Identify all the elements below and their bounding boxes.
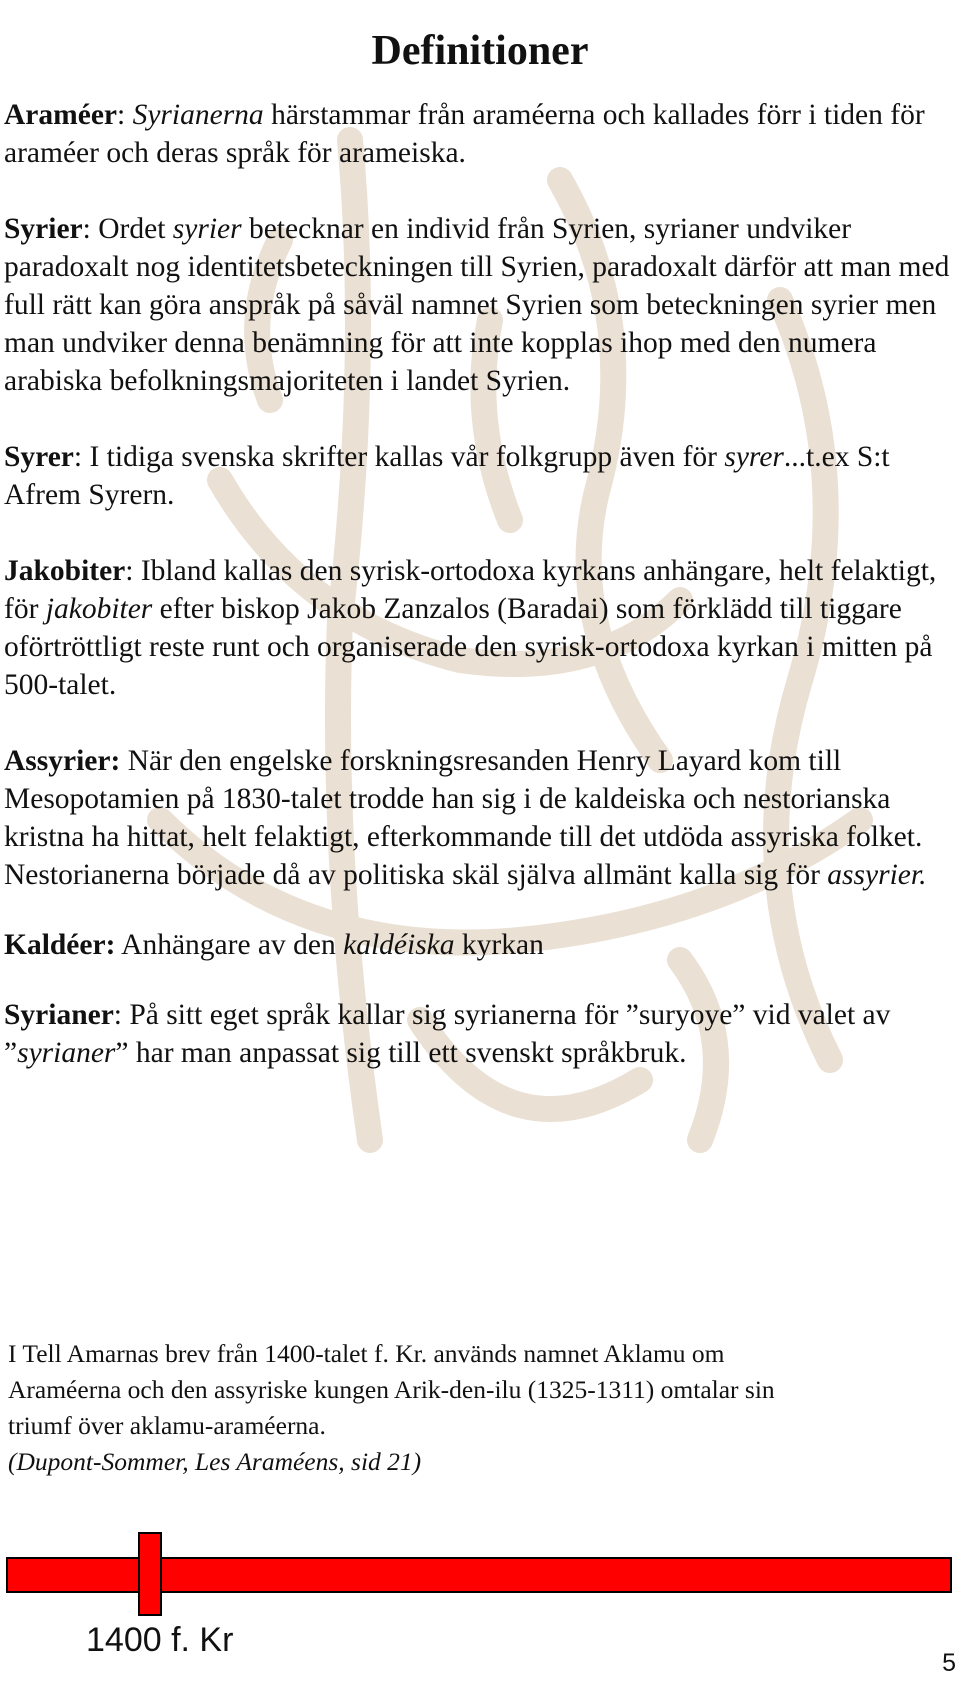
definition-italic-text: jakobiter [45,593,153,625]
page-number: 5 [942,1649,956,1677]
timeline-marker [138,1532,162,1616]
definition-item [4,742,952,894]
definition-text: Ibland kallas den syrisk-ortodoxa kyrkans anhängare, helt felaktigt, för [4,555,937,625]
page-title: Definitioner [371,28,589,75]
definition-text: kyrkan [454,929,544,961]
definition-term: Kaldéer: [4,929,116,961]
timeline-label: 1400 f. Kr [86,1621,234,1659]
historical-note [8,1336,928,1480]
definition-term: Jakobiter [4,555,126,587]
definition-item [4,438,952,514]
definition-colon: : [82,213,91,245]
definition-text: Anhängare av den [115,929,344,961]
note-line: triumf över aklamu-araméerna. [8,1411,326,1440]
definition-term: Assyrier: [4,745,121,777]
definition-colon: : [117,99,126,131]
definition-term: Syrer [4,441,74,473]
definition-colon: : [125,555,134,587]
definition-italic-text: assyrier. [827,859,927,891]
definition-text: Ordet [90,213,173,245]
definition-italic-text: syrianer [17,1037,116,1069]
definition-italic-text: syrier [172,213,242,245]
definition-text: När den engelske forskningsresanden Henry Layard kom till Mesopotamien på 1830-talet trodde han sig i de kaldeiska och nestorianska kristna ha hittat, helt felaktigt, efterkommande till det utdöda assyriska folket. Nestorianerna började då av politiska skäl själva allmänt kalla sig för [4,745,923,891]
definition-item [4,926,952,964]
definition-term: Syrianer [4,999,114,1031]
definition-text: ” har man anpassat sig till ett svenskt språkbruk. [115,1037,687,1069]
definition-italic-text: Syrianerna [132,99,264,131]
note-line: I Tell Amarnas brev från 1400-talet f. Kr. används namnet Aklamu om [8,1339,725,1368]
definition-item [4,210,952,400]
definition-text: På sitt eget språk kallar sig syrianerna för ”suryoye” vid valet av ” [4,999,891,1069]
definition-term: Syrier [4,213,83,245]
definitions-list [4,96,952,1110]
note-source: (Dupont-Sommer, Les Araméens, sid 21) [8,1447,422,1476]
definition-text: härstammar från araméerna och kallades förr i tiden för araméer och deras språk för arameiska. [4,99,925,169]
definition-text [125,99,132,131]
definition-text: betecknar en individ från Syrien, syrianer undviker paradoxalt nog identitetsbeteckningen till Syrien, paradoxalt därför att man med full rätt kan göra anspråk på såväl namnet Syrien som beteckningen syrier men man undviker denna benämning för att inte kopplas ihop med den numera arabiska befolkningsmajoriteten i landet Syrien. [4,213,950,397]
definition-term: Araméer [4,99,118,131]
definition-text: efter biskop Jakob Zanzalos (Baradai) som förklädd till tiggare oförtröttligt reste runt och organiserade den syrisk-ortodoxa kyrkan i mitten på 500-talet. [4,593,933,701]
note-line: Araméerna och den assyriske kungen Arik-den-ilu (1325-1311) omtalar sin [8,1375,775,1404]
definition-item [4,96,952,172]
definition-item [4,996,952,1072]
definition-item [4,552,952,704]
definition-colon: : [113,999,122,1031]
definition-text: I tidiga svenska skrifter kallas vår folkgrupp även för [82,441,725,473]
definition-italic-text: syrer [724,441,784,473]
definition-text: ...t.ex S:t Afrem Syrern. [4,441,890,511]
definition-colon: : [73,441,83,473]
definition-italic-text: kaldéiska [343,929,455,961]
